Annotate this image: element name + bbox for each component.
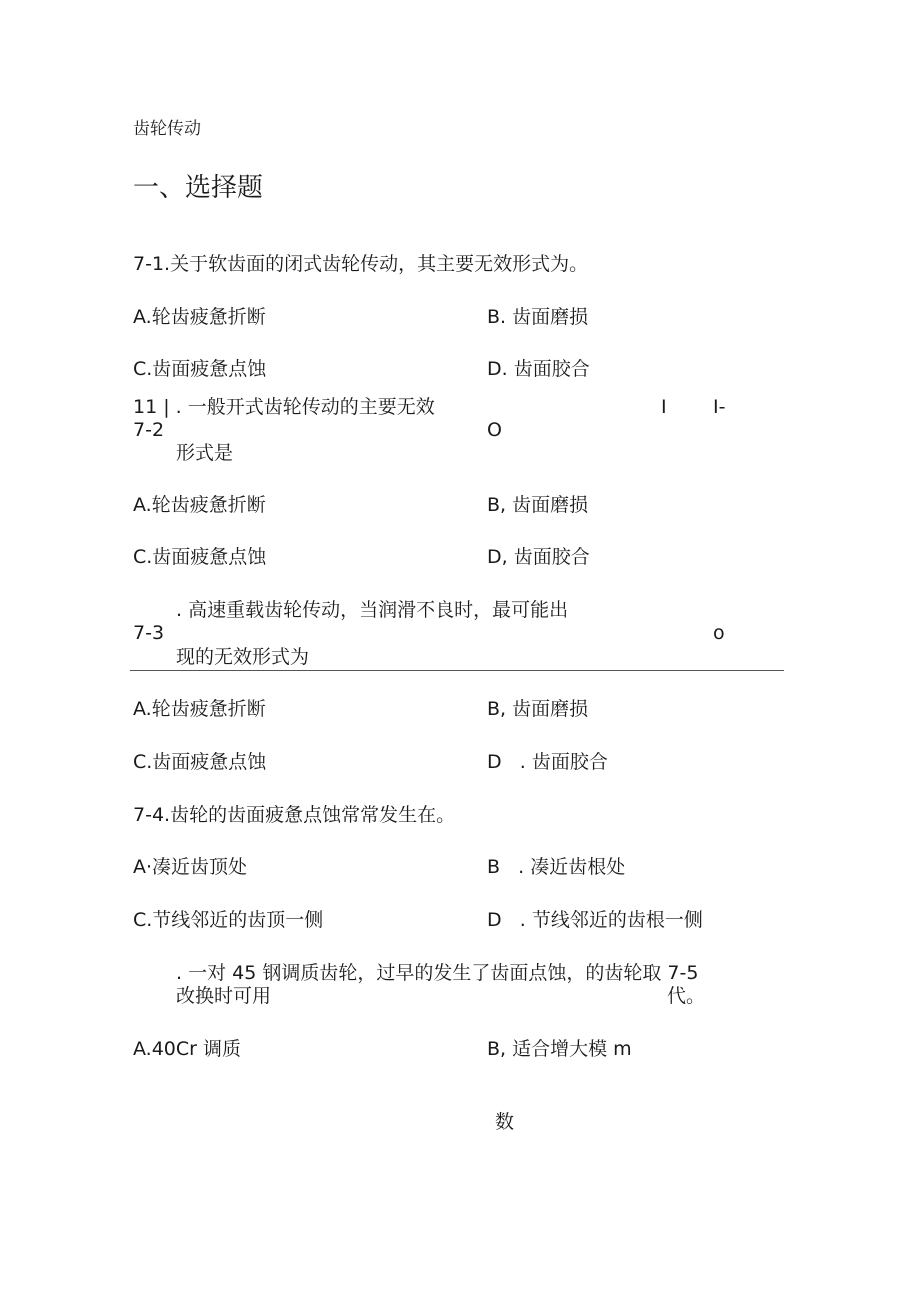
option-d: D . 齿面胶合 xyxy=(487,751,608,773)
option-d: D, 齿面胶合 xyxy=(487,546,590,568)
option-b: B, 齿面磨损 xyxy=(487,698,589,720)
option-b-continuation: 数 xyxy=(495,1111,515,1133)
question-stem-line-1: . 一对 45 钢调质齿轮，过早的发生了齿面点蚀，的齿轮取 7-5 xyxy=(176,962,699,984)
question-stem-tail: 代。 xyxy=(667,985,706,1007)
question-stem-line-2: 现的无效形式为 xyxy=(176,646,310,668)
option-a: A.轮齿疲惫折断 xyxy=(133,306,266,328)
question-stem-line-1: 11 | . 一般开式齿轮传动的主要无效 xyxy=(133,396,435,418)
scan-artifact-mark: I- xyxy=(713,396,726,418)
option-c: C.齿面疲惫点蚀 xyxy=(133,358,267,380)
option-b: B . 凑近齿根处 xyxy=(487,856,626,878)
option-a: A·凑近齿顶处 xyxy=(133,856,248,878)
option-d: D. 齿面胶合 xyxy=(487,358,590,380)
question-stem-line-1: . 高速重载齿轮传动，当润滑不良时，最可能出 xyxy=(176,599,569,621)
option-a: A.40Cr 调质 xyxy=(133,1038,241,1060)
horizontal-divider xyxy=(130,670,784,671)
question-stem-line-2: 形式是 xyxy=(176,442,234,464)
option-c: C.节线邻近的齿顶一侧 xyxy=(133,909,324,931)
answer-blank-mark: O xyxy=(487,419,502,441)
option-d: D . 节线邻近的齿根一侧 xyxy=(487,909,703,931)
scan-artifact-mark: I xyxy=(661,396,667,418)
option-a: A.轮齿疲惫折断 xyxy=(133,698,266,720)
option-b: B. 齿面磨损 xyxy=(487,306,589,328)
document-title: 齿轮传动 xyxy=(133,119,201,139)
question-stem: 7-4.齿轮的齿面疲惫点蚀常常发生在。 xyxy=(133,804,456,826)
section-heading: 一、选择题 xyxy=(133,173,264,203)
option-b: B, 适合增大模 m xyxy=(487,1038,632,1060)
question-stem-line-2: 改换时可用 xyxy=(176,985,272,1007)
option-c: C.齿面疲惫点蚀 xyxy=(133,546,267,568)
answer-blank-mark: o xyxy=(713,622,725,644)
question-number: 7-2 xyxy=(133,419,165,441)
question-number: 7-3 xyxy=(133,622,165,644)
option-a: A.轮齿疲惫折断 xyxy=(133,494,266,516)
option-c: C.齿面疲惫点蚀 xyxy=(133,751,267,773)
question-stem: 7-1.关于软齿面的闭式齿轮传动，其主要无效形式为。 xyxy=(133,253,589,275)
option-b: B, 齿面磨损 xyxy=(487,494,589,516)
